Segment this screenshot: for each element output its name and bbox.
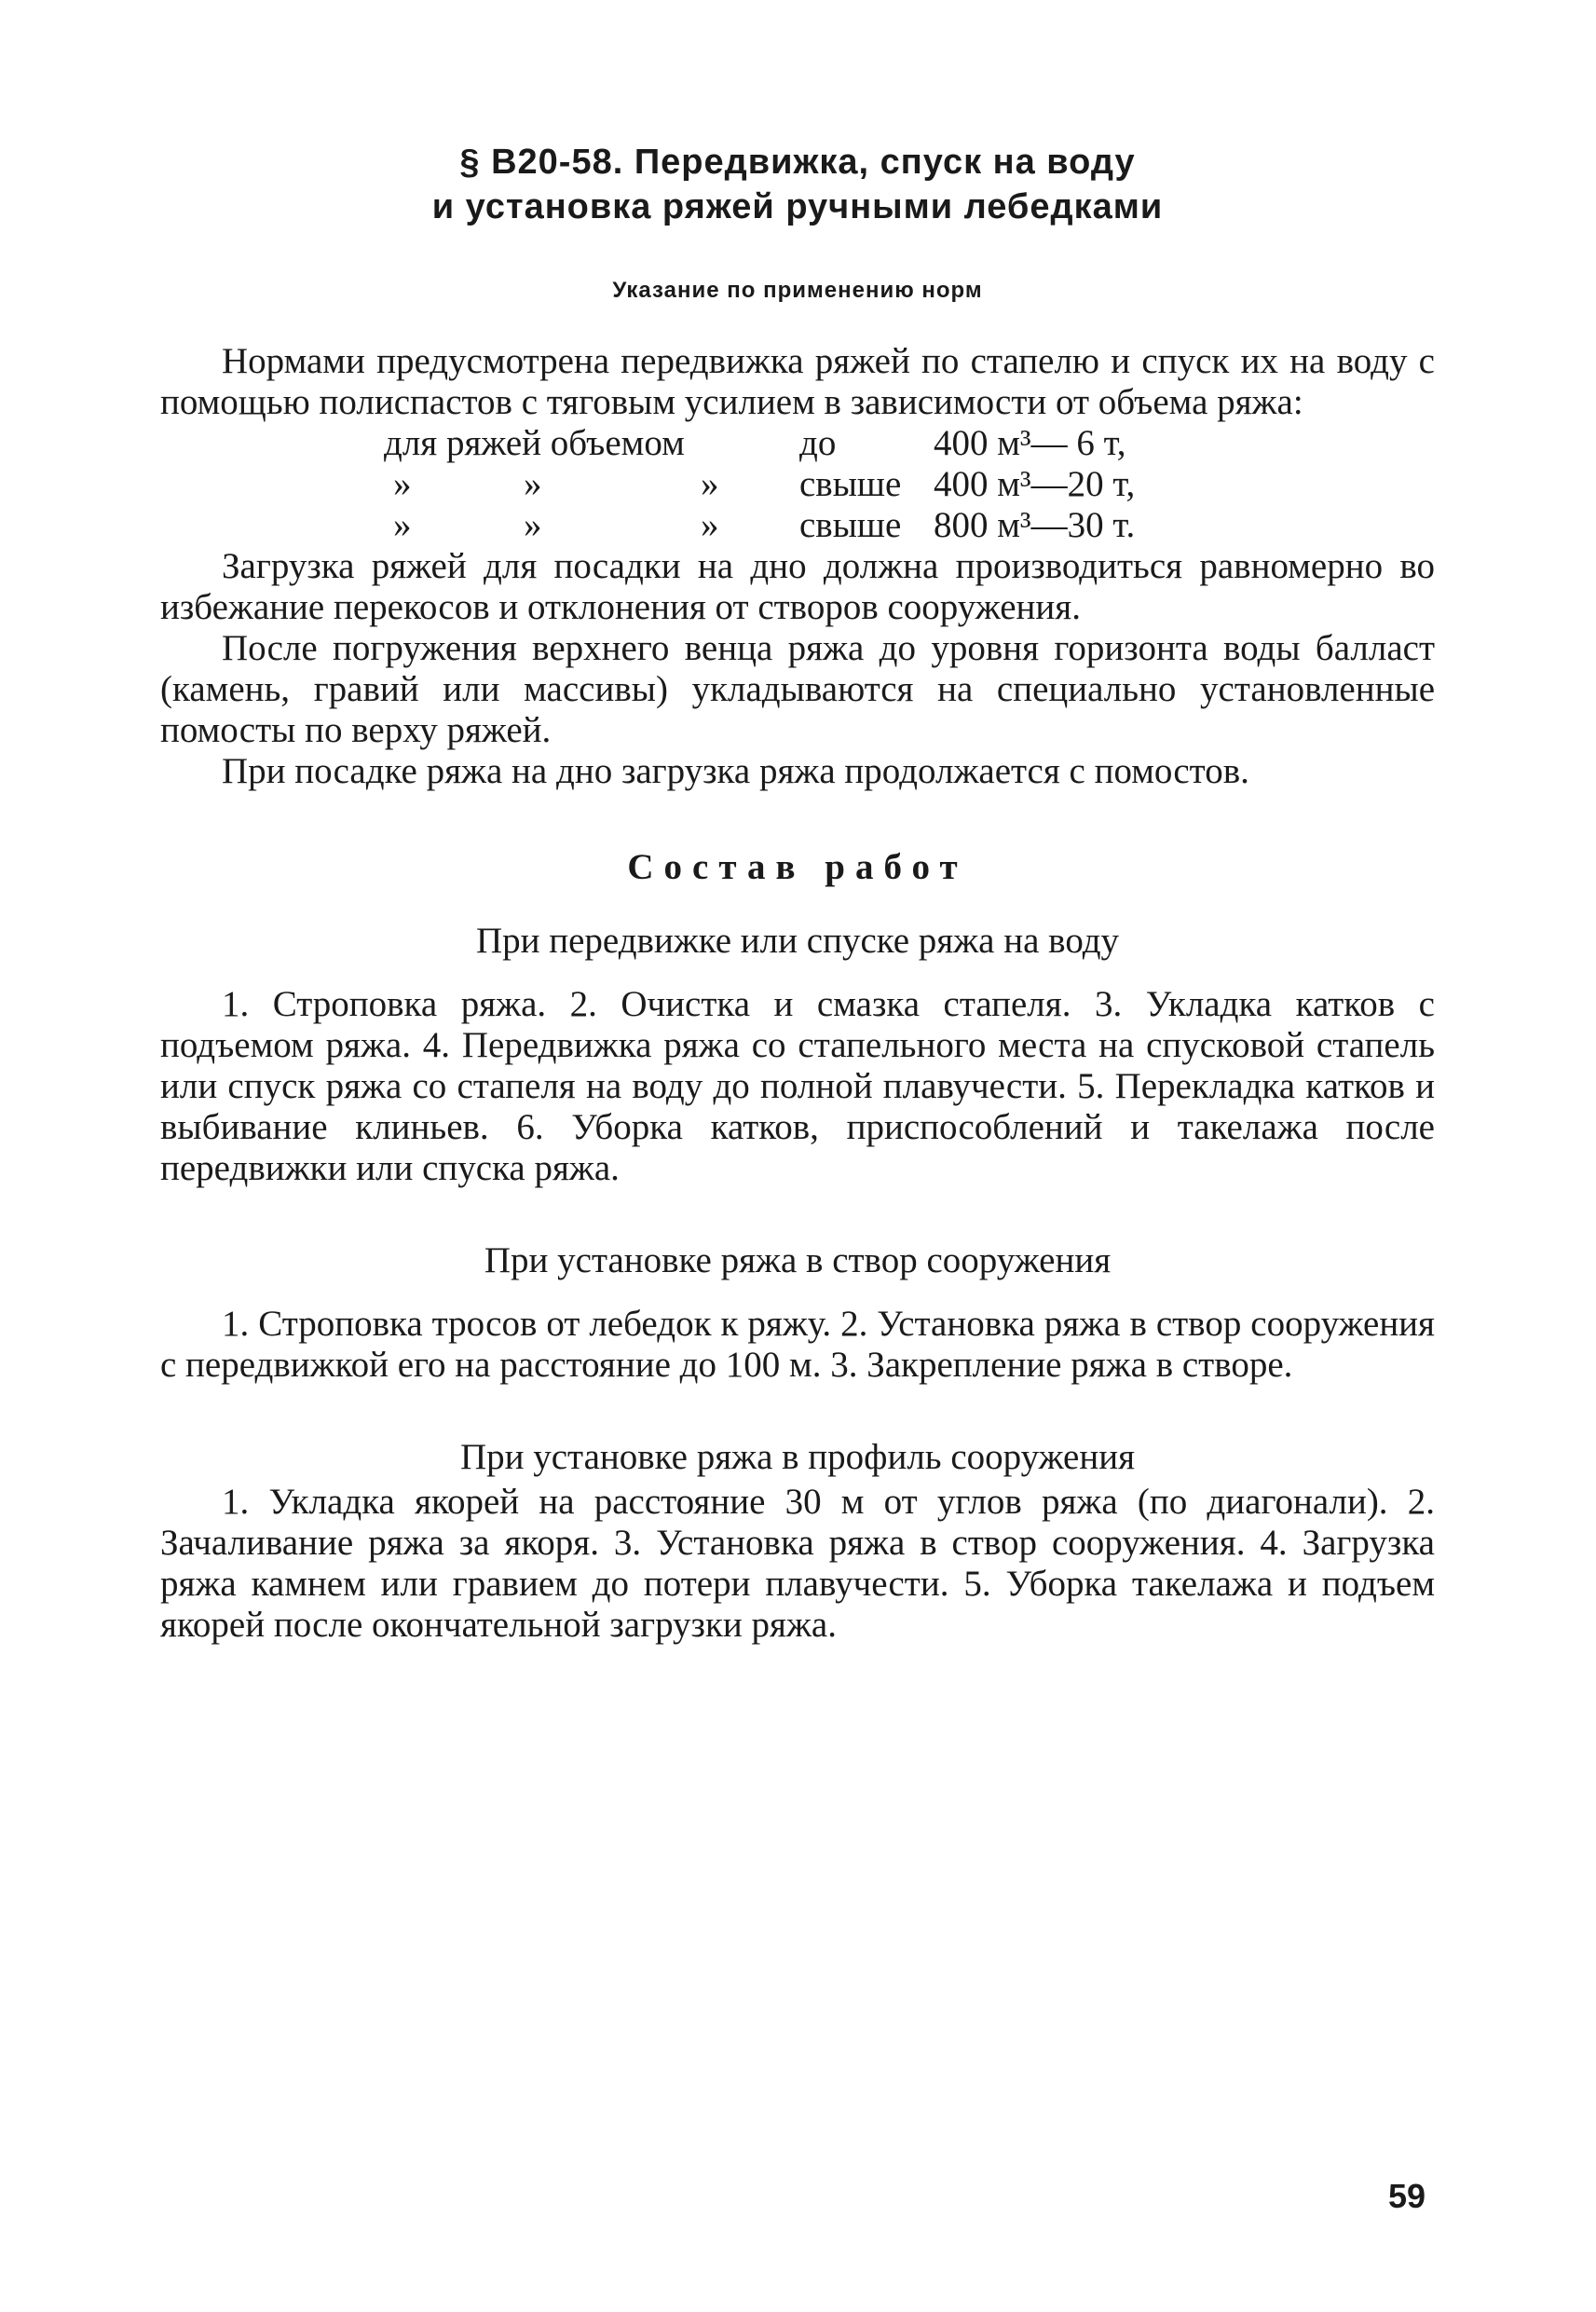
text-column [160,140,1435,1646]
subsection-heading-moving: При передвижке или спуске ряжа на воду [475,921,1120,961]
page-number: 59 [1388,2177,1426,2215]
table-cell: 800 м³—30 т. [934,505,1136,545]
table-cell: для ряжей объемом [384,423,685,463]
subtitle: Указание по применению норм [612,278,983,303]
table-cell: 400 м³—20 т, [934,464,1136,504]
subsection-text-alignment: 1. Строповка тросов от лебедок к ряжу. 2. Установка ряжа в створ сооружения с передвижкой его на расстояние до 100 м. 3. Закрепление ряжа в створе. [160,1304,1435,1385]
table-cell: до [799,423,837,463]
section-title: Состав работ [627,847,968,887]
table-cell: » [524,464,542,504]
title-line-1: § В20-58. Передвижка, спуск на воду [459,143,1136,182]
paragraph-loading: Загрузка ряжей для посадки на дно должна производиться равномерно во избежание перекосов и отклонения от створов сооружения. [160,546,1435,627]
subsection-text-profile: 1. Укладка якорей на расстояние 30 м от углов ряжа (по диагонали). 2. Зачаливание ряжа за якоря. 3. Установка ряжа в створ сооружения. 4. Загрузка ряжа камнем или гравием до потери плавучести. 5. Уборка такелажа и подъем якорей после окончательной загрузки ряжа. [160,1482,1435,1645]
table-cell: » [701,505,719,545]
table-cell: » [524,505,542,545]
table-cell: » [393,464,412,504]
paragraph-landing: При посадке ряжа на дно загрузка ряжа продолжается с помостов. [222,751,1249,791]
intro-paragraph: Нормами предусмотрена передвижка ряжей по стапелю и спуск их на воду с помощью полиспастов с тяговым усилием в зависимости от объема ряжа: [160,341,1435,422]
table-row [160,423,1435,464]
table-cell: » [701,464,719,504]
table-cell: свыше [799,505,902,545]
subsection-text-moving: 1. Строповка ряжа. 2. Очистка и смазка стапеля. 3. Укладка катков с подъемом ряжа. 4. Передвижка ряжа со стапельного места на спусковой стапель или спуск ряжа со стапеля на воду до полной плавучести. 5. Перекладка катков и выбивание клиньев. 6. Уборка катков, приспособлений и такелажа после передвижки или спуска ряжа. [160,984,1435,1188]
capacity-table [160,423,1435,546]
table-cell: 400 м³— 6 т, [934,423,1126,463]
subsection-heading-alignment: При установке ряжа в створ сооружения [484,1240,1112,1280]
table-row [160,464,1435,505]
table-cell: свыше [799,464,902,504]
table-row [160,505,1435,546]
title-line-2: и установка ряжей ручными лебедками [431,187,1164,226]
subsection-heading-profile: При установке ряжа в профиль сооружения [459,1437,1136,1477]
table-cell: » [393,505,412,545]
paragraph-ballast: После погружения верхнего венца ряжа до уровня горизонта воды балласт (камень, гравий или массивы) укладываются на специально установленные помосты по верху ряжей. [160,628,1435,750]
